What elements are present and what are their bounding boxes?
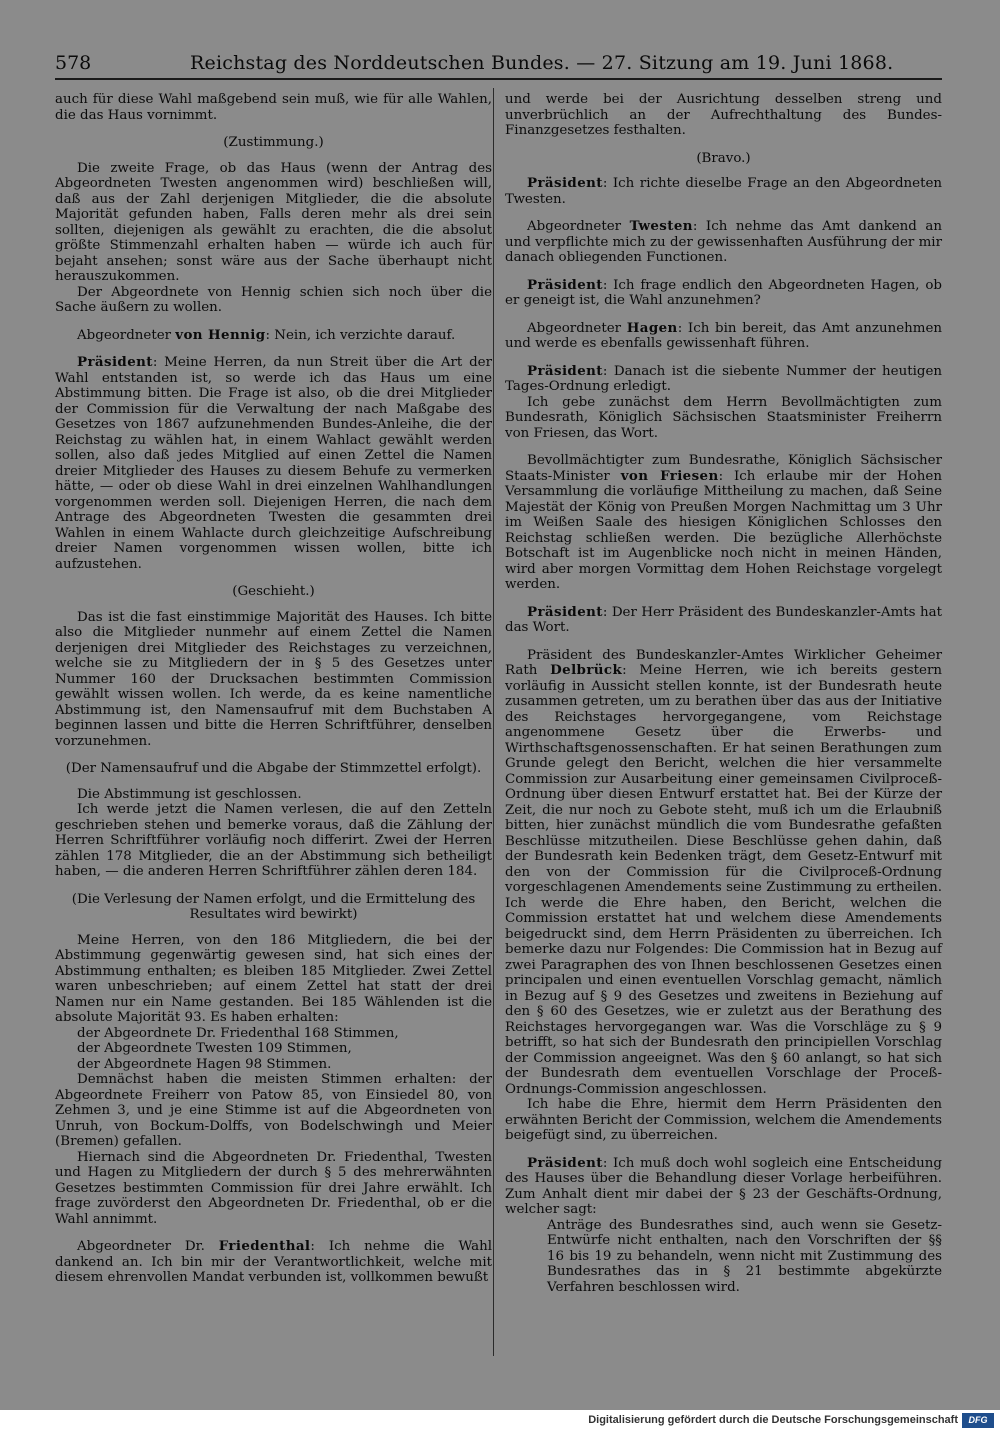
speech-paragraph	[55, 355, 492, 572]
speaker-name: von Hennig	[175, 326, 266, 343]
speech-paragraph	[505, 364, 942, 395]
speech-text: : Meine Herren, da nun Streit über die Art der Wahl entstanden ist, so werde ich das Haus um eine Abstimmung bitten. Die Frage ist also, ob die drei Mitglieder der Commission für die Verwaltung der nach Maßgabe des Gesetzes von 1867 aufzunehmenden Bundes-Anleihe, die der Reichstag zu wählen hat, in einem Wahlact gewählt werden sollen, also daß jedes Mitglied auf einen Zettel die Namen dreier Mitglieder des Hauses zu diesem Behufe zu vermerken hätte, — oder ob diese Wahl in drei einzelnen Wahlhandlungen vorgenommen werden soll. Diejenigen Herren, die nach dem Antrage des Abgeordneten Twesten die gesammten drei Wahlen in einem Wahlacte durch gleichzeitige Aufschreibung dreier Namen vorgenommen wissen wollen, bitte ich aufzustehen.	[55, 355, 492, 572]
speech-paragraph	[55, 1239, 492, 1286]
speech-text: : Ich muß doch wohl sogleich eine Entscheidung des Hauses über die Behandlung dieser Vorlage herbeiführen. Zum Anhalt dient mir dabei der § 23 der Geschäfts-Ordnung, welcher sagt:	[505, 1155, 942, 1217]
speaker-prefix: Bevollmächtigter zum Bundesrathe, Königlich Sächsischer Staats-Minister	[505, 453, 942, 484]
page-header	[55, 50, 942, 76]
speech-paragraph	[505, 176, 942, 207]
header-rule	[55, 78, 942, 80]
paragraph: Hiernach sind die Abgeordneten Dr. Friedenthal, Twesten und Hagen zu Mitgliedern der durch § 5 des mehrerwähnten Gesetzes bestimmten Commission für drei Jahre erwählt. Ich frage zuvörderst den Abgeordneten Dr. Friedenthal, ob er die Wahl annimmt.	[55, 1149, 492, 1227]
speech-paragraph	[505, 321, 942, 352]
speaker-name: Hagen	[626, 319, 678, 336]
speaker-name: Twesten	[629, 218, 693, 234]
speech-text: : Meine Herren, wie ich bereits gestern vorläufig in Aussicht stellen konnte, ist der Bundesrath heute zusammen getreten, um zu berathen über das aus der Initiative des Reichstages hervorgegangene, vom Reichstage angenommene Gesetz über die Erwerbs- und Wirthschaftsgenossenschaften. Er hat seinen Berathungen zum Grunde gelegt den Bericht, welchen die hier versammelte Commission zur Ausarbeitung einer gemeinsamen Civilproceß-Ordnung über diesen Entwurf erstattet hat. Bei der Kürze der Zeit, die nur noch zu Gebote steht, muß ich um die Erlaubniß bitten, hier zunächst mündlich die vom Bundesrathe gefaßten Beschlüsse mitzutheilen. Diese Beschlüsse gehen dahin, daß der Bundesrath kein Bedenken trägt, dem Gesetz-Entwurf mit den von der Commission für die Civilproceß-Ordnung vorgeschlagenen Amendements seine Zustimmung zu ertheilen. Ich werde die Ehre haben, den Bericht, welchen die Commission erstattet hat und welchem diese Amendements beigedruckt sind, dem Herrn Präsidenten zu überreichen. Ich bemerke dazu nur Folgendes: Die Commission hat in Bezug auf zwei Paragraphen des von Ihnen beschlossenen Gesetzes einen principalen und einen eventuellen Vorschlag gemacht, nämlich in Bezug auf § 9 des Gesetzes und zweitens in Beziehung auf den § 60 des Gesetzes, wie er zuletzt aus der Berathung des Reichstages hervorgegangen war. Was die Vorschläge zu § 9 betrifft, so hat sich der Bundesrath den principiellen Vorschlag der Commission angeeignet. Was den § 60 anlangt, so hat sich der Bundesrath dem eventuellen Vorschlage der Proceß-Ordnungs-Commission angeschlossen.	[505, 663, 943, 1097]
running-title: Reichstag des Norddeutschen Bundes. — 27. Sitzung am 19. Juni 1868.	[190, 52, 894, 74]
paragraph: Meine Herren, von den 186 Mitgliedern, die bei der Abstimmung gegenwärtig gewesen sind, hat sich eines der Abstimmung enthalten; es bleiben 185 Mitglieder. Zwei Zettel waren unbeschrieben; auf einem Zettel hat statt der drei Namen nur ein Name gestanden. Bei 185 Wählenden ist die absolute Majorität 93. Es haben erhalten:	[55, 932, 492, 1025]
dfg-logo: DFG	[962, 1413, 994, 1428]
vote-result-list	[77, 1026, 492, 1073]
speech-paragraph	[55, 328, 492, 344]
speaker-name: Präsident	[527, 175, 603, 191]
speaker-prefix: Abgeordneter	[527, 219, 630, 234]
speaker-name: von Friesen	[620, 467, 719, 484]
speaker-name: Präsident	[527, 276, 603, 293]
speaker-prefix: Präsident des Bundeskanzler-Amtes Wirklicher Geheimer Rath	[505, 647, 942, 678]
stage-direction: (Der Namensaufruf und die Abgabe der Stimmzettel erfolgt).	[65, 761, 482, 776]
paragraph: Ich habe die Ehre, hiermit dem Herrn Präsidenten den erwähnten Bericht der Commission, welchem die Amendements beigefügt sind, zu überreichen.	[505, 1097, 942, 1143]
paragraph: Das ist die fast einstimmige Majorität des Hauses. Ich bitte also die Mitglieder nunmehr auf einem Zettel die Namen derjenigen drei Mitglieder des Reichstages zu verzeichnen, welche sie zu Mitgliedern der in § 5 des Gesetzes unter Nummer 160 der Drucksachen bestimmten Commission gewählt wissen wollen. Ich werde, da es keine namentliche Abstimmung ist, den Namensaufruf mit dem Buchstaben A beginnen lassen und bitte die Herren Schriftführer, denselben vorzunehmen.	[55, 609, 492, 749]
column-divider	[493, 88, 494, 1356]
paragraph: Ich gebe zunächst dem Herrn Bevollmächtigten zum Bundesrath, Königlich Sächsischen Staatsminister Freiherrn von Friesen, das Wort.	[505, 394, 942, 441]
speech-text: : Der Herr Präsident des Bundeskanzler-Amts hat das Wort.	[505, 604, 942, 635]
speech-text: : Danach ist die siebente Nummer der heutigen Tages-Ordnung erledigt.	[505, 363, 942, 394]
speech-paragraph	[505, 219, 942, 266]
quoted-rule: Anträge des Bundesrathes sind, auch wenn sie Gesetz-Entwürfe nicht enthalten, nach den Vorschriften der §§ 16 bis 19 zu behandeln, wenn nicht mit Zustimmung des Bundesrathes das in § 21 bestimmte abgekürzte Verfahren beschlossen wird.	[547, 1217, 942, 1295]
speech-text: : Nein, ich verzichte darauf.	[265, 327, 456, 343]
speech-text: : Ich bin bereit, das Amt anzunehmen und werde es ebenfalls gewissenhaft führen.	[505, 320, 942, 351]
speaker-name: Präsident	[527, 1154, 603, 1171]
right-column	[505, 92, 942, 1295]
speech-paragraph	[505, 605, 942, 636]
speech-text: : Ich richte dieselbe Frage an den Abgeordneten Twesten.	[505, 176, 942, 207]
speaker-name: Präsident	[527, 362, 603, 379]
speech-paragraph	[505, 1156, 942, 1218]
speech-text: : Ich erlaube mir der Hohen Versammlung die vorläufige Mittheilung zu machen, daß Seine Majestät der König von Preußen Morgen Nachmittag um 3 Uhr im Weißen Saale des hiesigen Königlichen Schlosses den Reichstag schließen werden. Die bezügliche Allerhöchste Botschaft ist im Augenblicke noch nicht in meinen Händen, wird aber morgen Vormittag dem Hohen Reichstage vorgelegt werden.	[505, 468, 942, 592]
list-item: der Abgeordnete Dr. Friedenthal 168 Stimmen,	[77, 1025, 399, 1041]
paragraph: Die zweite Frage, ob das Haus (wenn der Antrag des Abgeordneten Twesten angenommen wird) beschließen will, daß aus der Zahl derjenigen Mitglieder, die die absolute Majorität gefunden haben, Falls deren mehr als drei sein sollten, diejenigen als gewählt zu erachten, die die absolut größte Stimmenzahl erhalten haben — würde ich auch für bejaht ansehen; sonst wäre aus der Sache überhaupt nicht herauszukommen.	[55, 160, 492, 284]
speech-paragraph	[505, 453, 942, 593]
stage-direction: (Die Verlesung der Namen erfolgt, und die Ermittelung des Resultates wird bewirkt)	[71, 891, 476, 922]
list-item: der Abgeordnete Hagen 98 Stimmen.	[77, 1056, 332, 1072]
left-column	[55, 92, 492, 1286]
paragraph: auch für diese Wahl maßgebend sein muß, wie für alle Wahlen, die das Haus vornimmt.	[55, 92, 492, 123]
speech-text: : Ich nehme die Wahl dankend an. Ich bin mir der Verantwortlichkeit, welche mit diesem ehrenvollen Mandat verbunden ist, vollkommen bewußt	[55, 1239, 493, 1285]
speaker-prefix: Abgeordneter Dr.	[77, 1239, 219, 1254]
paragraph: Die Abstimmung ist geschlossen.	[77, 786, 302, 802]
speaker-prefix: Abgeordneter	[527, 320, 627, 336]
speech-paragraph	[505, 648, 942, 1098]
stage-direction: (Zustimmung.)	[223, 135, 324, 150]
speaker-name: Präsident	[527, 603, 603, 620]
speech-text: : Ich nehme das Amt dankend an und verpflichte mich zu der gewissenhaften Ausführung der mir danach obliegenden Functionen.	[505, 219, 942, 265]
speaker-name: Delbrück	[550, 662, 623, 678]
speaker-name: Präsident	[77, 354, 153, 370]
speech-paragraph	[505, 278, 942, 309]
paragraph: Demnächst haben die meisten Stimmen erhalten: der Abgeordnete Freiherr von Patow 85, von Einsiedel 80, von Zehmen 3, und je eine Stimme ist auf die Abgeordneten von Unruh, von Bockum-Dolffs, von Bodelschwingh und Meier (Bremen) gefallen.	[55, 1072, 492, 1149]
speaker-prefix: Abgeordneter	[77, 327, 176, 343]
funding-credit: Digitalisierung gefördert durch die Deutsche Forschungsgemeinschaft	[588, 1414, 958, 1426]
footer	[0, 1410, 1000, 1432]
paragraph: und werde bei der Ausrichtung desselben streng und unverbrüchlich an der Aufrechthaltung des Bundes-Finanzgesetzes festhalten.	[505, 92, 942, 138]
paragraph: Ich werde jetzt die Namen verlesen, die auf den Zetteln geschrieben stehen und bemerke voraus, daß die Zählung der Herren Schriftführer vorläufig noch differirt. Zwei der Herren zählen 178 Mitglieder, die an der Abstimmung sich betheiligt haben, — die anderen Herren Schriftführer zählen deren 184.	[55, 802, 492, 879]
page-number: 578	[55, 52, 92, 74]
paragraph: Der Abgeordnete von Hennig schien sich noch über die Sache äußern zu wollen.	[55, 284, 492, 315]
stage-direction: (Geschieht.)	[232, 584, 315, 599]
speech-text: : Ich frage endlich den Abgeordneten Hagen, ob er geneigt ist, die Wahl anzunehmen?	[505, 277, 942, 308]
list-item: der Abgeordnete Twesten 109 Stimmen,	[77, 1041, 352, 1056]
stage-direction: (Bravo.)	[696, 150, 751, 166]
speaker-name: Friedenthal	[218, 1238, 311, 1254]
